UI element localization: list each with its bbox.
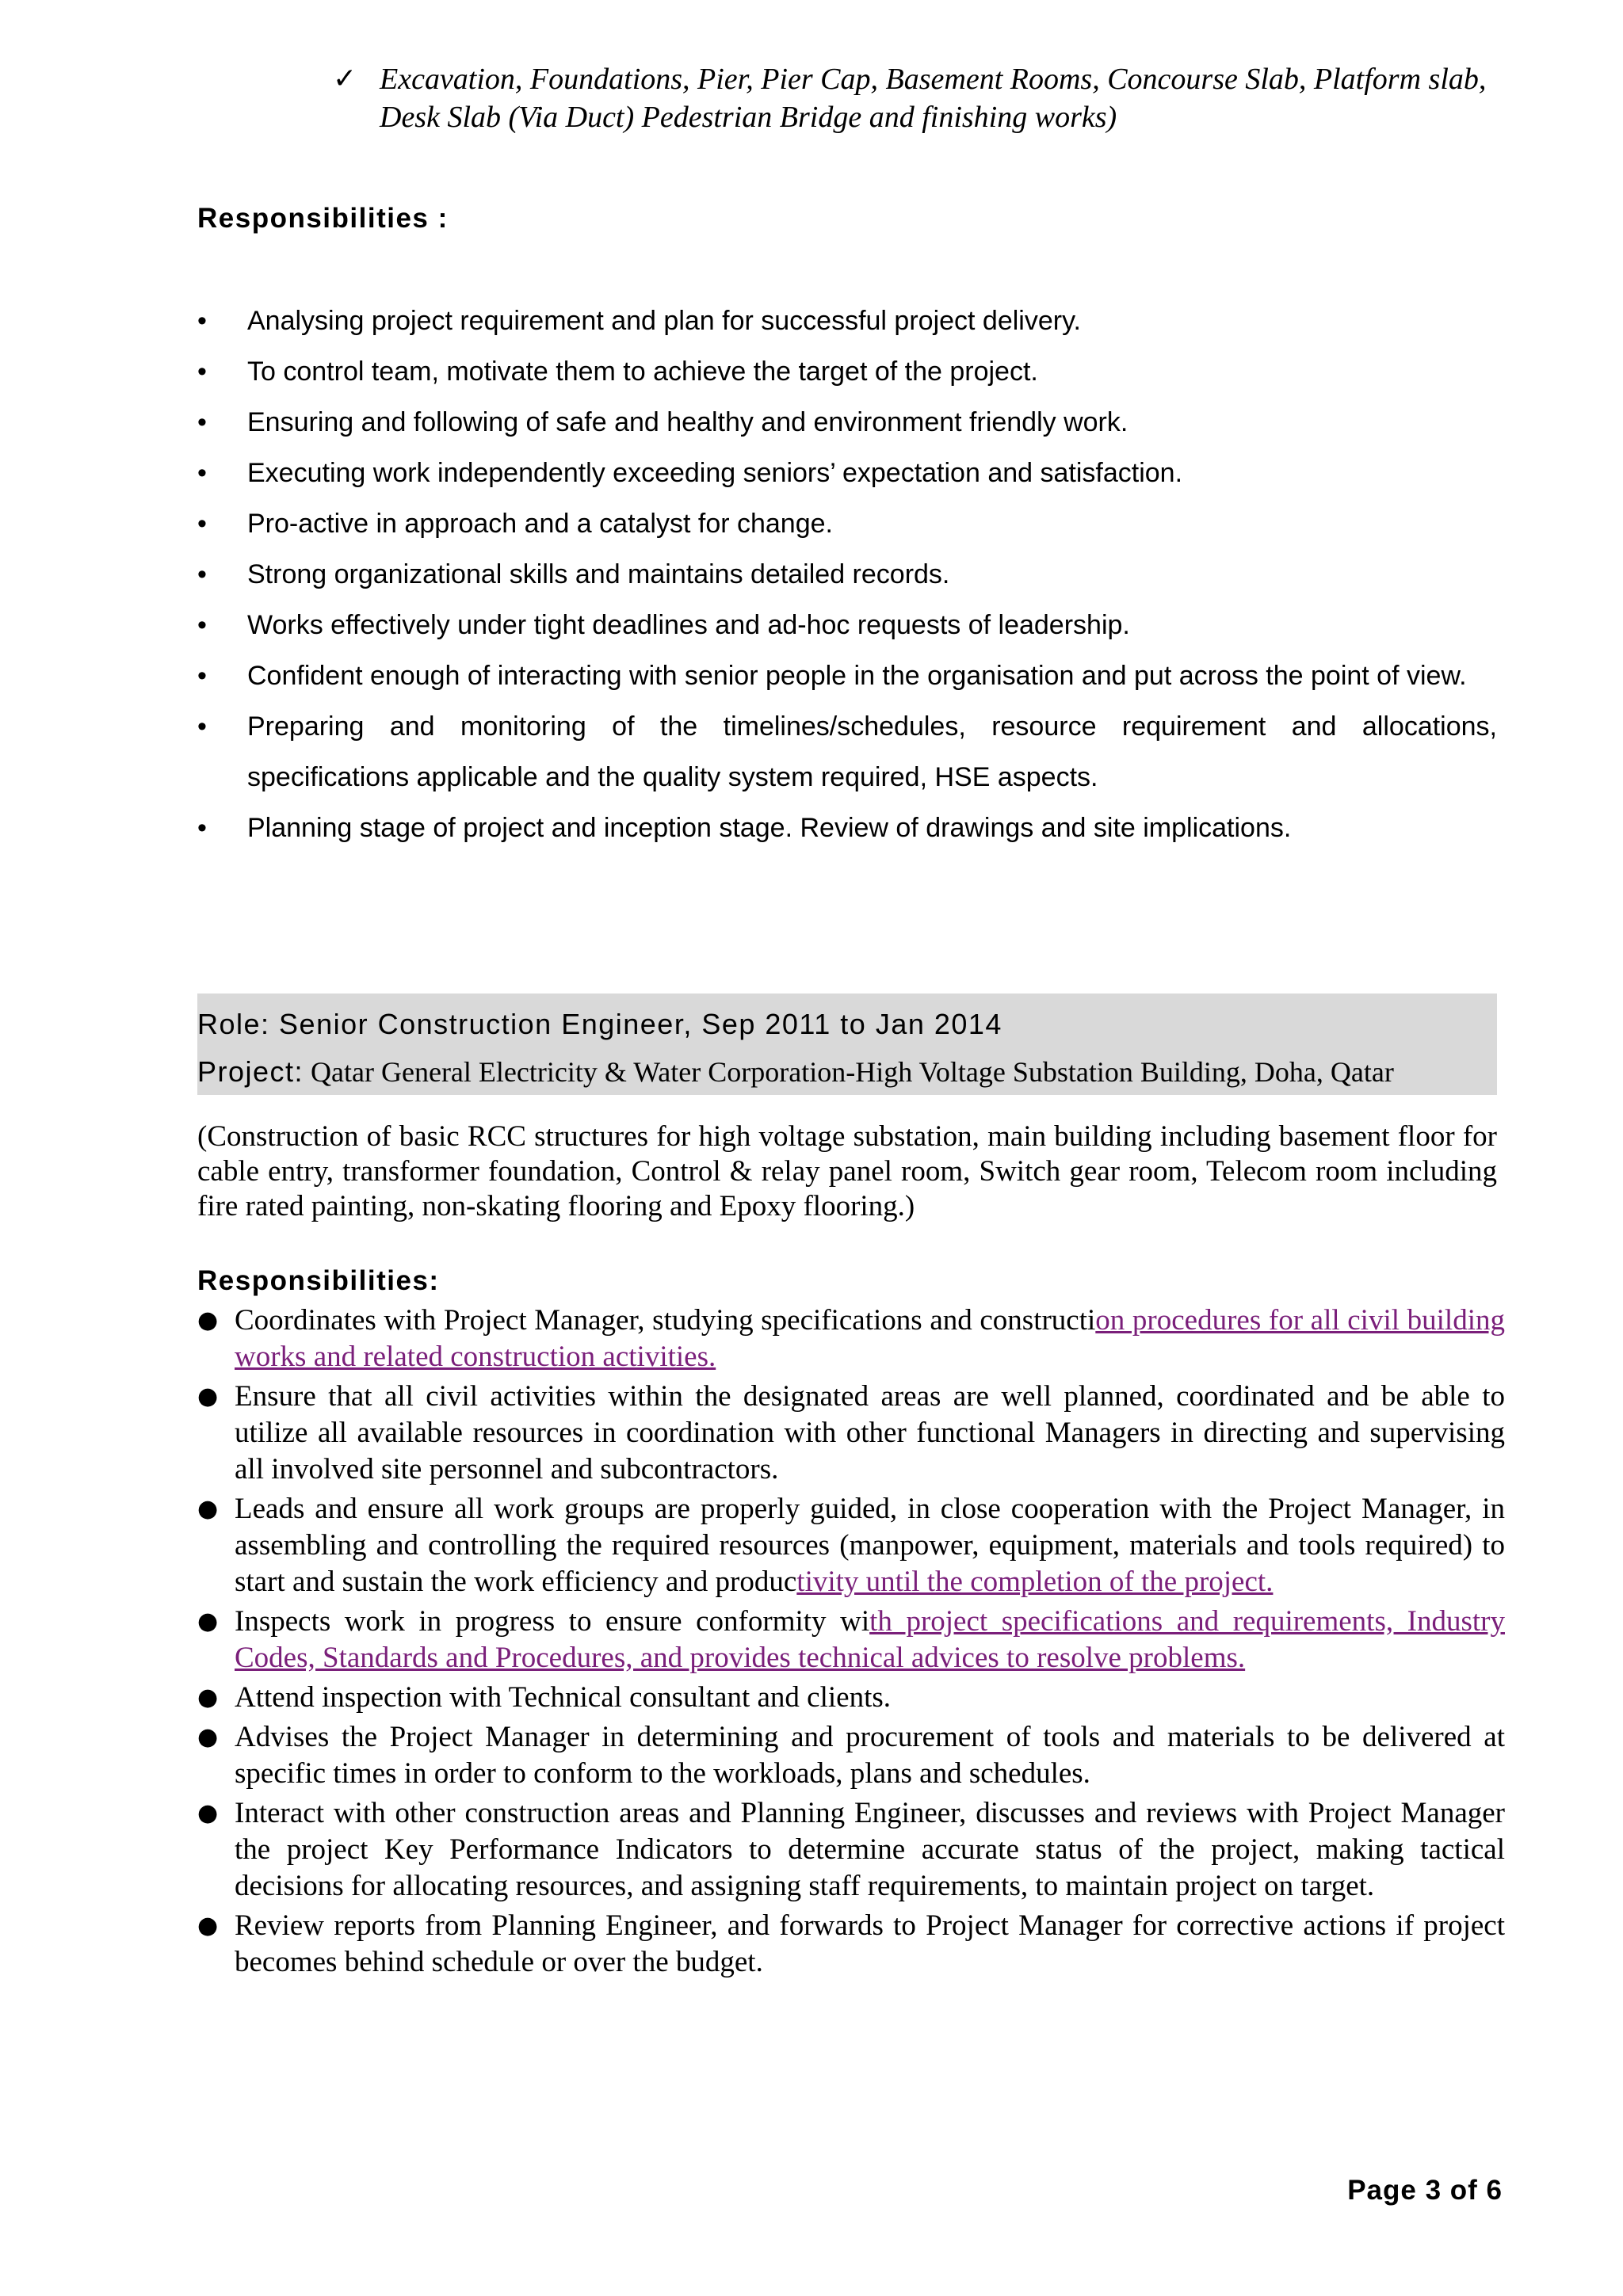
list-item-text: Executing work independently exceeding seniors’ expectation and satisfaction. (247, 458, 1183, 488)
bullet-icon: • (197, 458, 207, 488)
list-item-text: Strong organizational skills and maintains detailed records. (247, 559, 950, 589)
list-item (197, 1908, 1505, 1981)
list-item-text: Pro-active in approach and a catalyst for change. (247, 509, 833, 539)
bullet-icon: • (197, 509, 207, 539)
list-item (197, 1680, 1505, 1716)
list-item-text: Planning stage of project and inception stage. Review of drawings and site implications. (247, 813, 1292, 843)
bullet-icon: • (197, 711, 207, 742)
list-item-text: Leads and ensure all work groups are properly guided, in close cooperation with the Project Manager, in assembling and controlling the required resources (manpower, equipment, materials and tools required) to start and sustain the work efficiency and produc (235, 1493, 1505, 1598)
bullet-icon: ● (197, 1799, 219, 1827)
project-label: Project: (197, 1055, 304, 1088)
responsibilities-list-1 (197, 296, 1497, 853)
bullet-icon: • (197, 306, 207, 336)
responsibilities-list-2 (197, 1302, 1505, 1984)
bullet-icon: • (197, 610, 207, 640)
list-item-text: Confident enough of interacting with senior people in the organisation and put across the point of view. (247, 661, 1467, 691)
bullet-icon: • (197, 559, 207, 589)
list-item-text: Ensuring and following of safe and healthy and environment friendly work. (247, 407, 1128, 437)
list-item (197, 397, 1497, 448)
list-item (197, 600, 1497, 650)
bullet-icon: • (197, 357, 207, 387)
list-item (197, 346, 1497, 397)
list-item (197, 1795, 1505, 1905)
list-item-text: Advises the Project Manager in determining and procurement of tools and materials to be delivered at specific times in order to conform to the workloads, plans and schedules. (235, 1721, 1505, 1790)
bullet-icon: ● (197, 1723, 219, 1751)
responsibilities-heading-2: Responsibilities: (197, 1265, 440, 1296)
list-item-text: Interact with other construction areas and Planning Engineer, discusses and reviews with Project Manager the project Key Performance Indicators to determine accurate status of the project, making tactical decisions for allocating resources, and assigning staff requirements, to maintain project on target. (235, 1797, 1505, 1902)
list-item-text: Coordinates with Project Manager, studying specifications and constructi (235, 1304, 1096, 1337)
list-item (197, 1491, 1505, 1600)
tracked-change-text: th project specifications and requirements, Industry Codes, Standards and Procedures, and provides technical advices to resolve problems. (235, 1605, 1505, 1674)
list-item-text: Inspects work in progress to ensure conformity wi (235, 1605, 870, 1638)
bullet-icon: • (197, 813, 207, 843)
role-title: Role: Senior Construction Engineer, Sep 2011 to Jan 2014 (197, 1008, 1002, 1040)
bullet-icon: ● (197, 1912, 219, 1939)
list-item-text: To control team, motivate them to achieve the target of the project. (247, 357, 1038, 387)
tracked-change-text: on procedures for all civil building works and related construction activities. (235, 1304, 1505, 1373)
bullet-icon: ● (197, 1495, 219, 1523)
list-item-text: Review reports from Planning Engineer, and forwards to Project Manager for corrective actions if project becomes behind schedule or over the budget. (235, 1909, 1505, 1978)
responsibilities-heading-1: Responsibilities : (197, 203, 449, 234)
list-item-text: Analysing project requirement and plan for successful project delivery. (247, 306, 1082, 336)
list-item (197, 549, 1497, 600)
bullet-icon: • (197, 407, 207, 437)
bullet-icon: ● (197, 1306, 219, 1334)
project-description: (Construction of basic RCC structures for high voltage substation, main building including basement floor for cable entry, transformer foundation, Control & relay panel room, Switch gear room, Telecom room including fire rated painting, non-skating flooring and Epoxy flooring.) (197, 1120, 1497, 1222)
list-item (197, 803, 1497, 853)
list-item-text: Ensure that all civil activities within the designated areas are well planned, coordinated and be able to utilize all available resources in coordination with other functional Managers in directing and supervising all involved site personnel and subcontractors. (235, 1380, 1505, 1486)
list-item (197, 498, 1497, 549)
checkmark-icon: ✓ (333, 63, 357, 95)
list-item-text: Preparing and monitoring of the timelines/schedules, resource requirement and allocations, specifications applicable and the quality system required, HSE aspects. (247, 711, 1497, 792)
project-line (197, 1055, 1394, 1089)
intro-checked-item (333, 60, 1490, 136)
role-header-box (197, 994, 1497, 1095)
bullet-icon: • (197, 661, 207, 691)
list-item (197, 1302, 1505, 1375)
intro-text: Excavation, Foundations, Pier, Pier Cap, Basement Rooms, Concourse Slab, Platform slab, Desk Slab (Via Duct) Pedestrian Bridge and finishing works) (380, 63, 1487, 134)
project-value: Qatar General Electricity & Water Corporation-High Voltage Substation Building, Doha, Qatar (311, 1056, 1394, 1088)
list-item-text: Attend inspection with Technical consultant and clients. (235, 1681, 892, 1714)
bullet-icon: ● (197, 1608, 219, 1635)
page-number: Page 3 of 6 (1347, 2175, 1503, 2206)
bullet-icon: ● (197, 1684, 219, 1711)
list-item (197, 1719, 1505, 1792)
list-item (197, 1379, 1505, 1488)
list-item (197, 448, 1497, 498)
list-item (197, 1604, 1505, 1676)
list-item (197, 701, 1497, 803)
list-item-text: Works effectively under tight deadlines and ad-hoc requests of leadership. (247, 610, 1130, 640)
tracked-change-text: tivity until the completion of the project. (796, 1566, 1274, 1598)
list-item (197, 650, 1497, 701)
bullet-icon: ● (197, 1383, 219, 1410)
list-item (197, 296, 1497, 346)
